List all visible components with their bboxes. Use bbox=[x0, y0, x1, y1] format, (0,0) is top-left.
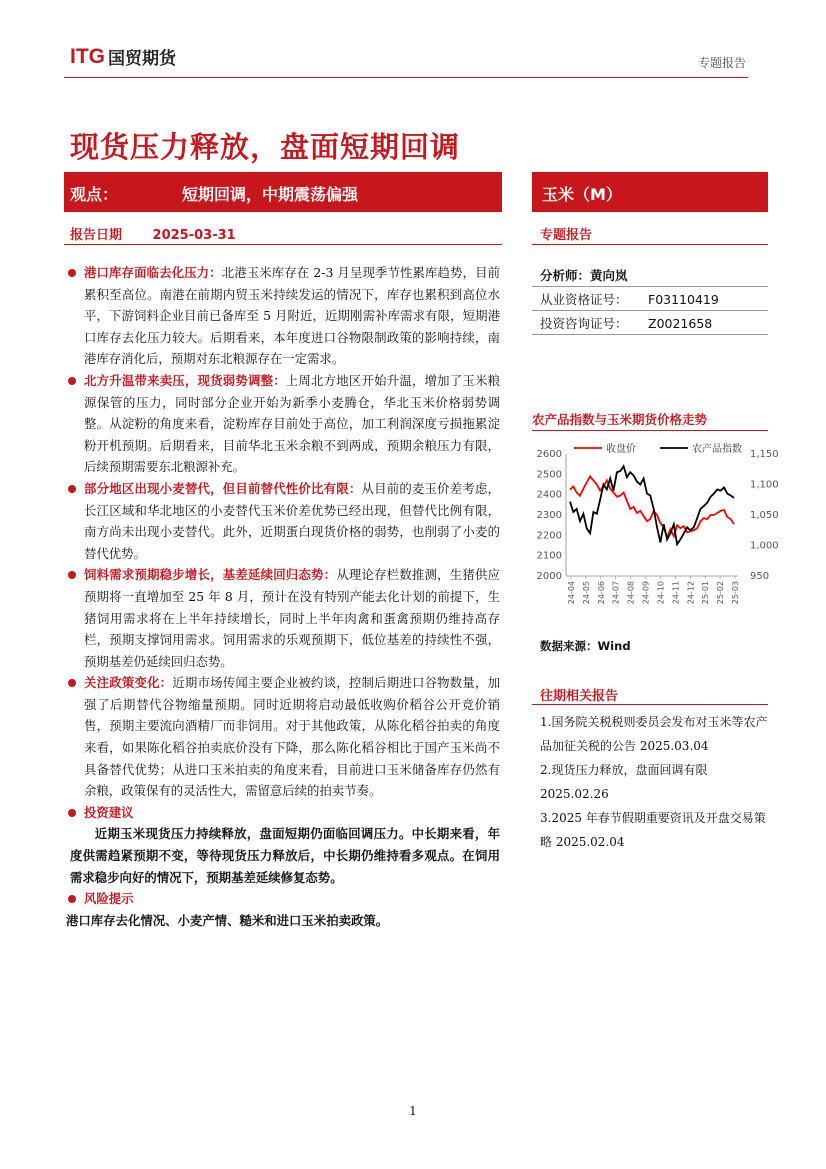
related-item[interactable]: 1.国务院关税税则委员会发布对玉米等农产品加征关税的公告 2025.03.04 bbox=[540, 715, 768, 753]
left-tick-label: 2500 bbox=[536, 469, 562, 481]
x-tick-label: 24-04 bbox=[567, 581, 576, 605]
doc-type-label: 专题报告 bbox=[697, 56, 746, 70]
header-divider bbox=[64, 77, 748, 78]
chart-title-divider bbox=[532, 430, 768, 431]
analyst-label: 分析师： bbox=[540, 268, 591, 283]
logo-latin: ITG bbox=[70, 44, 105, 68]
price-index-chart bbox=[532, 432, 779, 632]
left-tick-label: 2000 bbox=[536, 571, 562, 582]
report-date-label: 报告日期 bbox=[70, 228, 123, 243]
related-heading: 往期相关报告 bbox=[540, 689, 619, 704]
legend-label: 农产品指数 bbox=[692, 444, 742, 455]
point-heading: 关注政策变化： bbox=[84, 675, 173, 691]
point-text: 从理论存栏数推测，生猪供应预期将一直增加至 25 年 8 月，预计在没有特别产能去化计划的前提下，生猪饲用需求将在上半年持续增长，同时上半年肉禽和蛋禽预期仍维持高存栏，预期支撑饲用需求。饲用需求的乐观预期下，低位基差的持续性不强，预期基差仍延续回归态势。 bbox=[84, 567, 501, 669]
right-tick-label: 1,150 bbox=[750, 449, 779, 460]
left-tick-label: 2100 bbox=[536, 550, 562, 562]
viewpoint-label: 观点： bbox=[70, 185, 119, 204]
analyst-divider-2 bbox=[532, 310, 768, 311]
point-item bbox=[66, 370, 500, 478]
main-content bbox=[66, 262, 500, 931]
report-title: 现货压力释放，盘面短期回调 bbox=[70, 130, 461, 164]
related-divider bbox=[532, 704, 768, 705]
advice-text: 近期玉米现货压力持续释放，盘面短期仍面临回调压力。中长期来看，年度供需趋紧预期不变，等待现货压力释放后，中长期仍维持看多观点。在饲用需求稳步向好的情况下，预期基差延续修复态势。 bbox=[70, 826, 500, 885]
x-tick-label: 25-03 bbox=[731, 581, 740, 605]
point-heading: 饲料需求预期稳步增长，基差延续回归态势： bbox=[84, 567, 337, 583]
point-item bbox=[66, 262, 500, 370]
analyst-divider-3 bbox=[532, 334, 768, 335]
right-tick-label: 1,100 bbox=[750, 479, 779, 491]
analyst-divider-1 bbox=[532, 286, 768, 287]
cert-label: 从业资格证号： bbox=[540, 292, 628, 307]
point-heading: 港口库存面临去化压力： bbox=[84, 265, 222, 280]
right-tick-label: 1,000 bbox=[750, 540, 779, 552]
x-tick-label: 24-10 bbox=[656, 581, 666, 605]
risk-heading: 风险提示 bbox=[66, 888, 500, 910]
invest-number: Z0021658 bbox=[648, 316, 713, 331]
chart-title: 农产品指数与玉米期货价格走势 bbox=[532, 412, 708, 427]
legend-label: 收盘价 bbox=[606, 444, 636, 455]
x-tick-label: 25-02 bbox=[716, 581, 726, 605]
point-text: 北港玉米库存在 2-3 月呈现季节性累库趋势，目前累积至高位。南港在前期内贸玉米持续发运的情况下，库存也累积到高位水平，下游饲料企业目前已备库至 5 月附近，近期刚需补库需求有限，短期港口库存去化压力较大。后期看来，本年度进口谷物限制政策的影响持续，南港库存消化后，预期对东北粮源存在一定需求。 bbox=[84, 265, 501, 367]
commodity-bar bbox=[532, 172, 768, 212]
risk-text: 港口库存去化情况、小麦产情、糙米和进口玉米拍卖政策。 bbox=[66, 912, 389, 928]
left-tick-label: 2300 bbox=[536, 510, 562, 521]
left-tick-label: 2400 bbox=[536, 489, 562, 501]
company-logo bbox=[70, 44, 176, 69]
point-item bbox=[66, 672, 500, 802]
x-tick-label: 24-12 bbox=[686, 581, 696, 605]
cert-number: F03110419 bbox=[648, 292, 719, 307]
point-text: 近期市场传闻主要企业被约谈，控制后期进口谷物数量，加强了后期替代谷物缩量预期。同时近期将启动最低收购价稻谷公开竞价销售，预期主要流向酒精厂而非饲用。对于其他政策，从陈化稻谷拍卖的角度来看，如果陈化稻谷拍卖底价没有下降，那么陈化稻谷相比于国产玉米尚不具备替代优势；从进口玉米拍卖的角度来看，目前进口玉米储备库存仍然有余粮，政策保有的灵活性大，需留意后续的拍卖节奏。 bbox=[84, 675, 501, 799]
report-date-value: 2025-03-31 bbox=[152, 228, 236, 243]
advice-heading: 投资建议 bbox=[66, 802, 500, 824]
x-tick-label: 24-09 bbox=[641, 581, 651, 605]
analyst-name: 黄向岚 bbox=[590, 268, 628, 283]
series-line-close-price bbox=[570, 476, 734, 537]
page-number: 1 bbox=[409, 1104, 417, 1118]
related-item[interactable]: 2.现货压力释放，盘面回调有限 2025.02.26 bbox=[540, 763, 708, 801]
analyst-info bbox=[540, 264, 719, 336]
viewpoint-text: 短期回调，中期震荡偏强 bbox=[182, 185, 359, 204]
commodity-name: 玉米（M） bbox=[542, 185, 622, 204]
date-divider bbox=[64, 244, 502, 245]
related-item[interactable]: 3.2025 年春节假期重要资讯及开盘交易策略 2025.02.04 bbox=[540, 811, 766, 849]
left-tick-label: 2200 bbox=[536, 530, 562, 542]
series-line-agri-index bbox=[570, 466, 734, 544]
viewpoint-bar bbox=[64, 172, 502, 212]
point-item bbox=[66, 564, 500, 672]
logo-cn: 国贸期货 bbox=[108, 49, 176, 69]
chart-source: 数据来源：Wind bbox=[540, 639, 631, 653]
left-tick-label: 2600 bbox=[536, 449, 562, 460]
point-text: 上周北方地区开始升温，增加了玉米粮源保管的压力，同时部分企业开始为新季小麦腾仓，华北玉米价格弱势调整。从淀粉的角度来看，淀粉库存目前处于高位，加工利润深度亏损拖累淀粉开机预期。后期看来，目前华北玉米余粮不到两成，预期余粮压力有限，后续预期需要东北粮源补充。 bbox=[84, 372, 501, 475]
invest-label: 投资咨询证号： bbox=[540, 316, 628, 331]
right-tick-label: 1,050 bbox=[750, 510, 779, 521]
x-tick-label: 24-06 bbox=[596, 581, 606, 605]
point-text: 从目前的麦玉价差考虑，长江区域和华北地区的小麦替代玉米价差优势已经出现，但替代比例有限，南方尚未出现小麦替代。此外，近期蛋白现货价格的弱势，也削弱了小麦的替代优势。 bbox=[84, 480, 501, 561]
report-type-divider bbox=[532, 244, 768, 245]
point-heading: 北方升温带来卖压，现货弱势调整： bbox=[84, 372, 286, 388]
x-tick-label: 24-05 bbox=[581, 581, 591, 605]
point-heading: 部分地区出现小麦替代，但目前替代性价比有限： bbox=[84, 480, 362, 496]
report-type: 专题报告 bbox=[540, 228, 593, 243]
x-tick-label: 24-07 bbox=[611, 581, 621, 605]
report-date bbox=[70, 224, 236, 243]
x-tick-label: 24-08 bbox=[626, 581, 636, 605]
x-tick-label: 24-11 bbox=[671, 581, 681, 605]
x-tick-label: 25-01 bbox=[701, 581, 711, 605]
related-list bbox=[540, 710, 768, 854]
right-tick-label: 950 bbox=[750, 571, 770, 582]
point-item bbox=[66, 478, 500, 564]
